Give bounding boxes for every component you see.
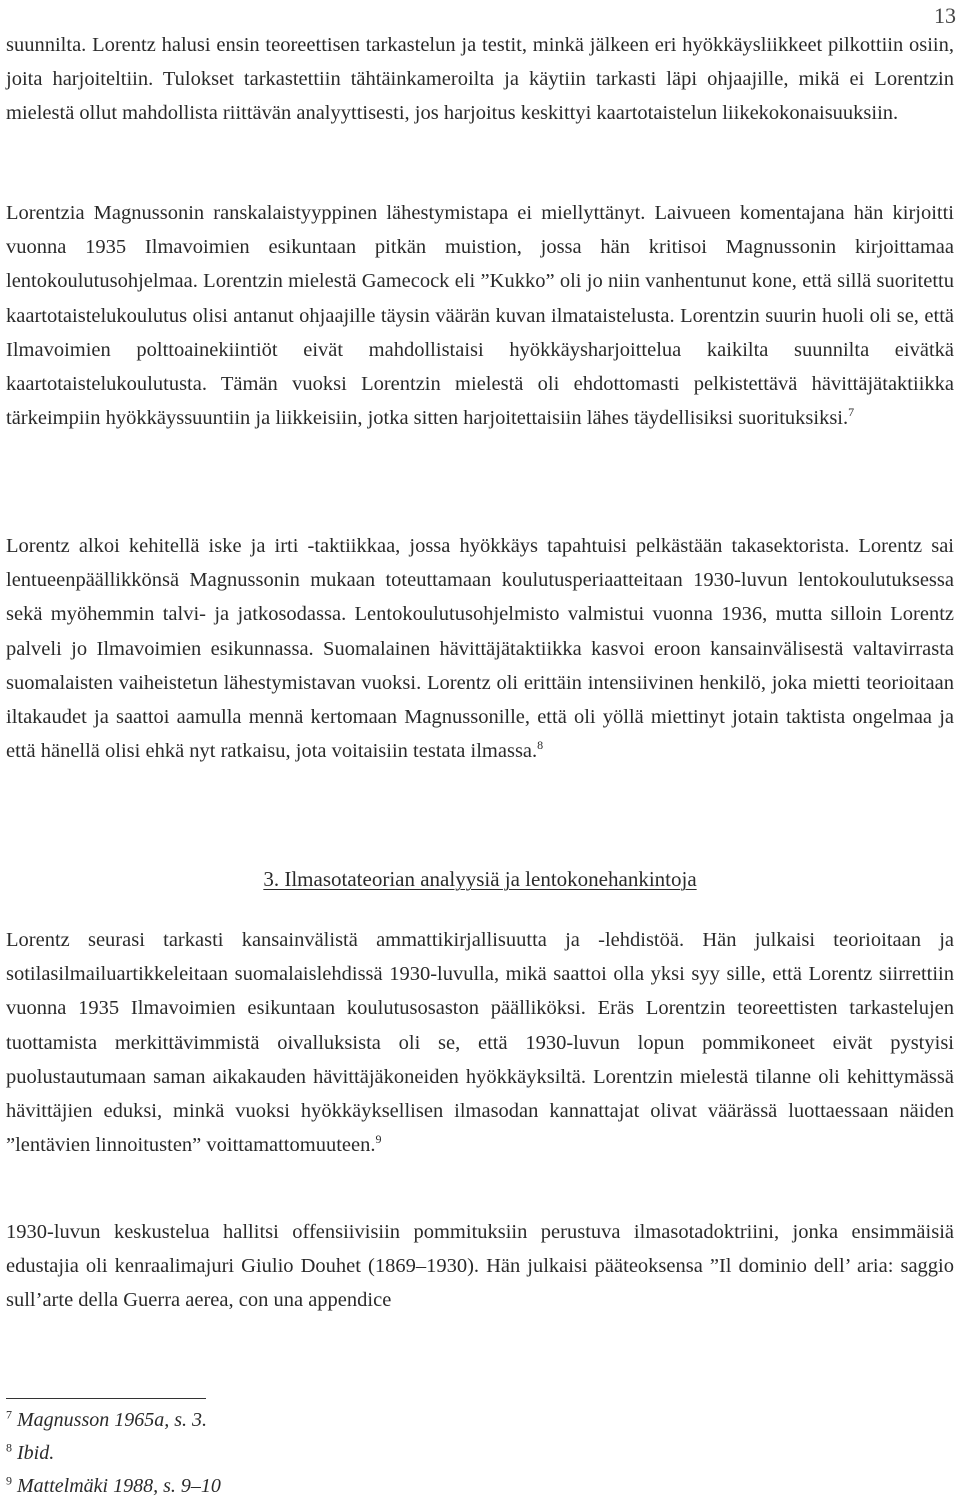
footnote-ref-7[interactable]: 7 [848, 405, 855, 420]
section-heading [0, 862, 960, 896]
footnote-text: Magnusson 1965a, s. 3. [17, 1409, 208, 1431]
paragraph-4 [6, 923, 954, 1162]
paragraph-3-text: Lorentz alkoi kehitellä iske ja irti -taktiikkaa, jossa hyökkäys tapahtuisi pelkästään takasektorista. Lorentz sai lentueenpäällikkönsä Magnussonin mukaan toteuttamaan koulutusperiaatteitaan 1930-luvun lentokoulutuksessa sekä myöhemmin talvi- ja jatkosodassa. Lentokoulutusohjelmisto valmistui vuonna 1936, mutta silloin Lorentz palveli jo Ilmavoimien esikunnassa. Suomalainen hävittäjätaktiikka kasvoi eroon kansainvälisestä valtavirrasta suomalaisten vaiheistetun lähestymistavan vuoksi. Lorentz oli erittäin intensiivinen henkilö, joka mietti teorioitaan iltakaudet ja saattoi aamulla mennä kertomaan Magnussonille, että oli yöllä miettinyt jotain taktista ongelmaa ja että hänellä olisi ehkä nyt ratkaisu, jota voitaisiin testata ilmassa. [6, 535, 954, 763]
paragraph-1-text: suunnilta. Lorentz halusi ensin teoreettisen tarkastelun ja testit, minkä jälkeen eri hyökkäysliikkeet pilkottiin osiin, joita harjoiteltiin. Tulokset tarkastettiin tähtäinkameroilta ja käytiin tarkasti läpi ohjaajille, mikä ei Lorentzin mielestä ollut mahdollista riittävän analyyttisesti, jos harjoitus keskittyi kaartotaistelun liikekokonaisuuksiin. [6, 34, 954, 125]
footnote-ref-8[interactable]: 8 [537, 738, 544, 753]
footnote-text: Ibid. [17, 1442, 55, 1464]
footnote-ref-9[interactable]: 9 [375, 1132, 382, 1147]
paragraph-2 [6, 196, 954, 435]
footnote-divider [6, 1398, 206, 1399]
paragraph-5-text: 1930-luvun keskustelua hallitsi offensiivisiin pommituksiin perustuva ilmasotadoktriini, jonka ensimmäisiä edustajia oli kenraalimajuri Giulio Douhet (1869–1930). Hän julkaisi pääteoksensa ”Il dominio dell’ aria: saggio sull’arte della Guerra aerea, con una appendice [6, 1221, 954, 1312]
paragraph-1 [6, 28, 954, 131]
footnote-text: Mattelmäki 1988, s. 9–10 [17, 1475, 221, 1497]
footnote-number: 9 [6, 1473, 12, 1488]
footnote-number: 7 [6, 1407, 12, 1422]
section-heading-text: 3. Ilmasotateorian analyysiä ja lentokonehankintoja [263, 867, 697, 891]
paragraph-2-text: Lorentzia Magnussonin ranskalaistyyppinen lähestymistapa ei miellyttänyt. Laivueen komentajana hän kirjoitti vuonna 1935 Ilmavoimien esikuntaan pitkän muistion, jossa hän kritisoi Magnussonin kirjoittamaa lentokoulutusohjelmaa. Lorentzin mielestä Gamecock eli ”Kukko” oli jo niin vanhentunut kone, että sillä suoritettu kaartotaistelukoulutus olisi antanut ohjaajille täysin väärän kuvan ilmataistelusta. Lorentzin suurin huoli oli se, että Ilmavoimien polttoainekiintiöt eivät mahdollistaisi hyökkäysharjoittelua kaikilta suunnilta eivätkä kaartotaistelukoulutusta. Tämän vuoksi Lorentzin mielestä oli ehdottomasti pelkistettävä hävittäjätaktiikka tärkeimpiin hyökkäyssuuntiin ja liikkeisiin, jotka sitten harjoitettaisiin lähes täydellisiksi suorituksiksi. [6, 202, 954, 430]
page-number: 13 [934, 3, 956, 28]
paragraph-5 [6, 1215, 954, 1318]
footnote-9 [6, 1470, 606, 1503]
paragraph-4-text: Lorentz seurasi tarkasti kansainvälistä ammattikirjallisuutta ja -lehdistöä. Hän julkaisi teorioitaan ja sotilasilmailuartikkeleitaan suomalaislehdissä 1930-luvulla, mikä saattoi olla yksi syy sille, että Lorentz siirrettiin vuonna 1935 Ilmavoimien esikuntaan koulutusosaston päälliköksi. Eräs Lorentzin teoreettisten tarkastelujen tuottamista merkittävimmistä oivalluksista oli se, että 1930-luvun lopun pommikoneet eivät pystyisi puolustautumaan saman aikakauden hävittäjäkoneiden hyökkäyksiltä. Lorentzin mielestä tilanne oli kehittymässä hävittäjien eduksi, minkä vuoksi hyökkäyksellisen ilmasodan kannattajat olivat väärässä luottaessaan näiden ”lentävien linnoitusten” voittamattomuuteen. [6, 929, 954, 1157]
footnotes [6, 1404, 606, 1503]
paragraph-3 [6, 529, 954, 768]
footnote-8 [6, 1437, 606, 1470]
footnote-number: 8 [6, 1440, 12, 1455]
footnote-7 [6, 1404, 606, 1437]
